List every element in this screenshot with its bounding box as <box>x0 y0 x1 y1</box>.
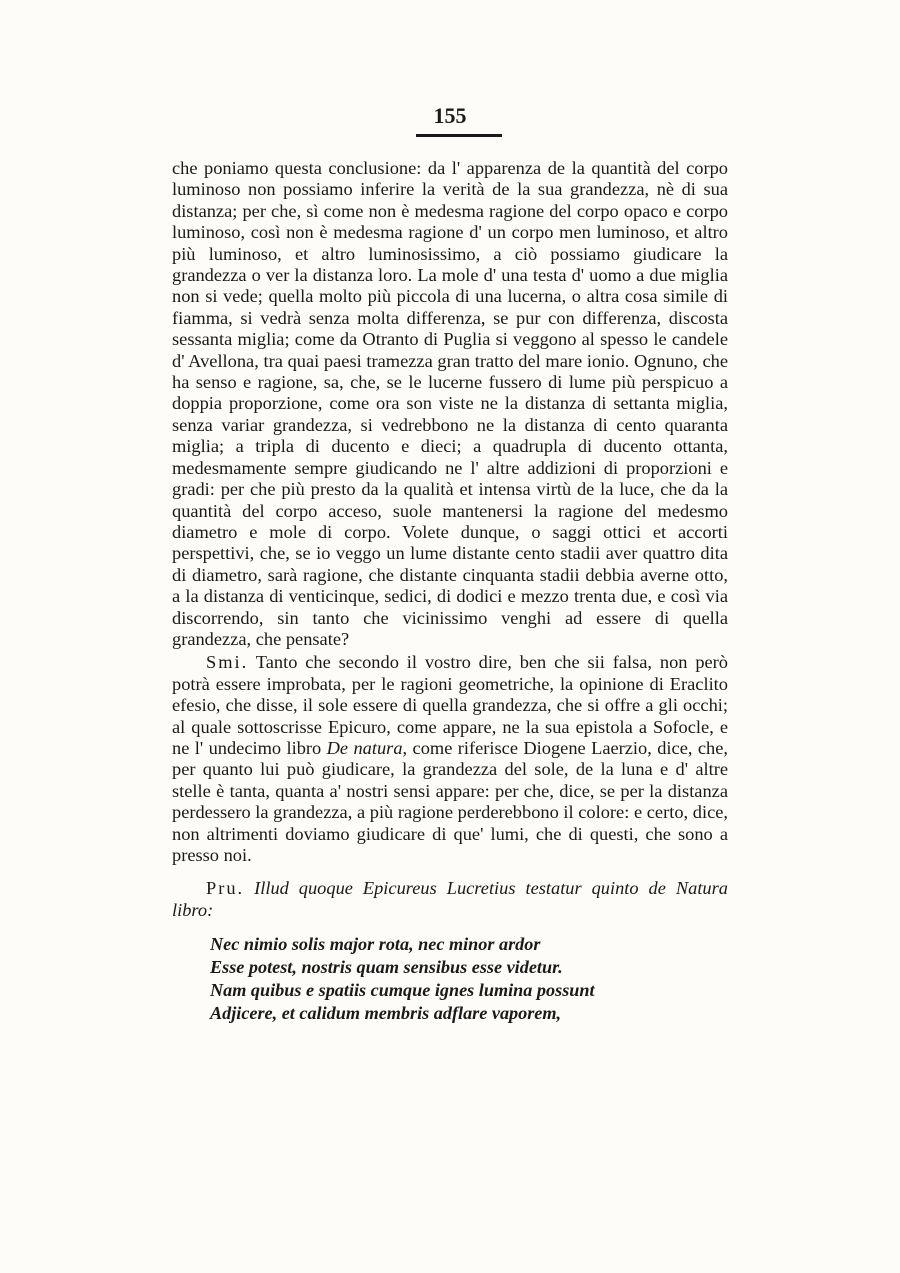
verse-line: Nam quibus e spatiis cumque ignes lumina possunt <box>210 980 595 1001</box>
verse-line: Nec nimio solis major rota, nec minor ardor <box>210 934 541 955</box>
page-number: 155 <box>433 103 467 128</box>
verse-line: Adjicere, et calidum membris adflare vaporem, <box>210 1003 562 1024</box>
pru-latin-text: Illud quoque Epicureus Lucretius testatur quinto de Natura libro: <box>172 878 728 920</box>
paragraph-smi <box>172 652 728 866</box>
paragraph-continuation: che poniamo questa conclusione: da l' apparenza de la quantità del corpo luminoso non possiamo inferire la verità de la sua grandezza, nè di sua distanza; per che, sì come non è medesma ragione del corpo opaco e corpo luminoso, così non è medesma ragione d' un corpo men luminoso, et altro più luminoso, et altro luminosissimo, a ciò possiamo giudicare la grandezza o ver la distanza loro. La mole d' una testa d' uomo a due miglia non si vede; quella molto più piccola di una lucerna, o altra cosa simile di fiamma, si vedrà senza molta differenza, se pur con differenza, discosta sessanta miglia; come da Otranto di Puglia si veggono al spesso le candele d' Avellona, tra quai paesi tramezza gran tratto del mare ionio. Ognuno, che ha senso e ragione, sa, che, se le lucerne fussero di lume più perspicuo a doppia proporzione, come ora son viste ne la distanza di settanta miglia, senza variar grandezza, si vedrebbono ne la distanza di cento quaranta miglia; a tripla di ducento e dieci; a quadrupla di ducento ottanta, medesmamente sempre giudicando ne l' altre addizioni di proporzioni e gradi: per che più presto da la qualità et intensa virtù de la luce, che da la quantità del corpo acceso, suole mantenersi la ragione del medesmo diametro e mole di corpo. Volete dunque, o saggi ottici et accorti perspettivi, che, se io veggo un lume distante cento stadii aver quattro dita di diametro, sarà ragione, che distante cinquanta stadii debbia averne otto, a la distanza di venticinque, sedici, di dodici e mezzo trenta due, e così via discorrendo, sin tanto che vicinissimo venghi ad essere di quella grandezza, che pensate? <box>172 158 728 649</box>
speaker-pru: Pru. <box>206 878 245 899</box>
header-rule <box>416 134 502 137</box>
book-title-de-natura: De natura <box>326 737 403 758</box>
smi-text-before: Tanto che secondo il vostro dire, ben che sii falsa, non però potrà essere improbata, per le ragioni geometriche, la opinione di Eraclito efesio, che disse, il sole essere di quella grandezza, che si offre a gli occhi; al quale sottoscrisse Epicuro, come appare, ne la sua epistola a Sofocle, e ne l' undecimo libro <box>172 652 728 758</box>
verse-line: Esse potest, nostris quam sensibus esse videtur. <box>210 957 563 978</box>
body-text <box>172 158 728 1025</box>
verse-block <box>210 933 728 1025</box>
paragraph-pru <box>172 878 728 921</box>
speaker-smi: Smi. <box>206 652 249 673</box>
smi-text-after: , come riferisce Diogene Laerzio, dice, che, per quanto lui può giudicare, la grandezza del sole, de la luna e d' altre stelle è tanta, quanta a' nostri sensi appare: per che, dice, se per la distanza perdessero la grandezza, a più ragione perderebbono il colore: e certo, dice, non altrimenti doviamo giudicare di que' lumi, che di questi, che sono a presso noi. <box>172 737 728 865</box>
